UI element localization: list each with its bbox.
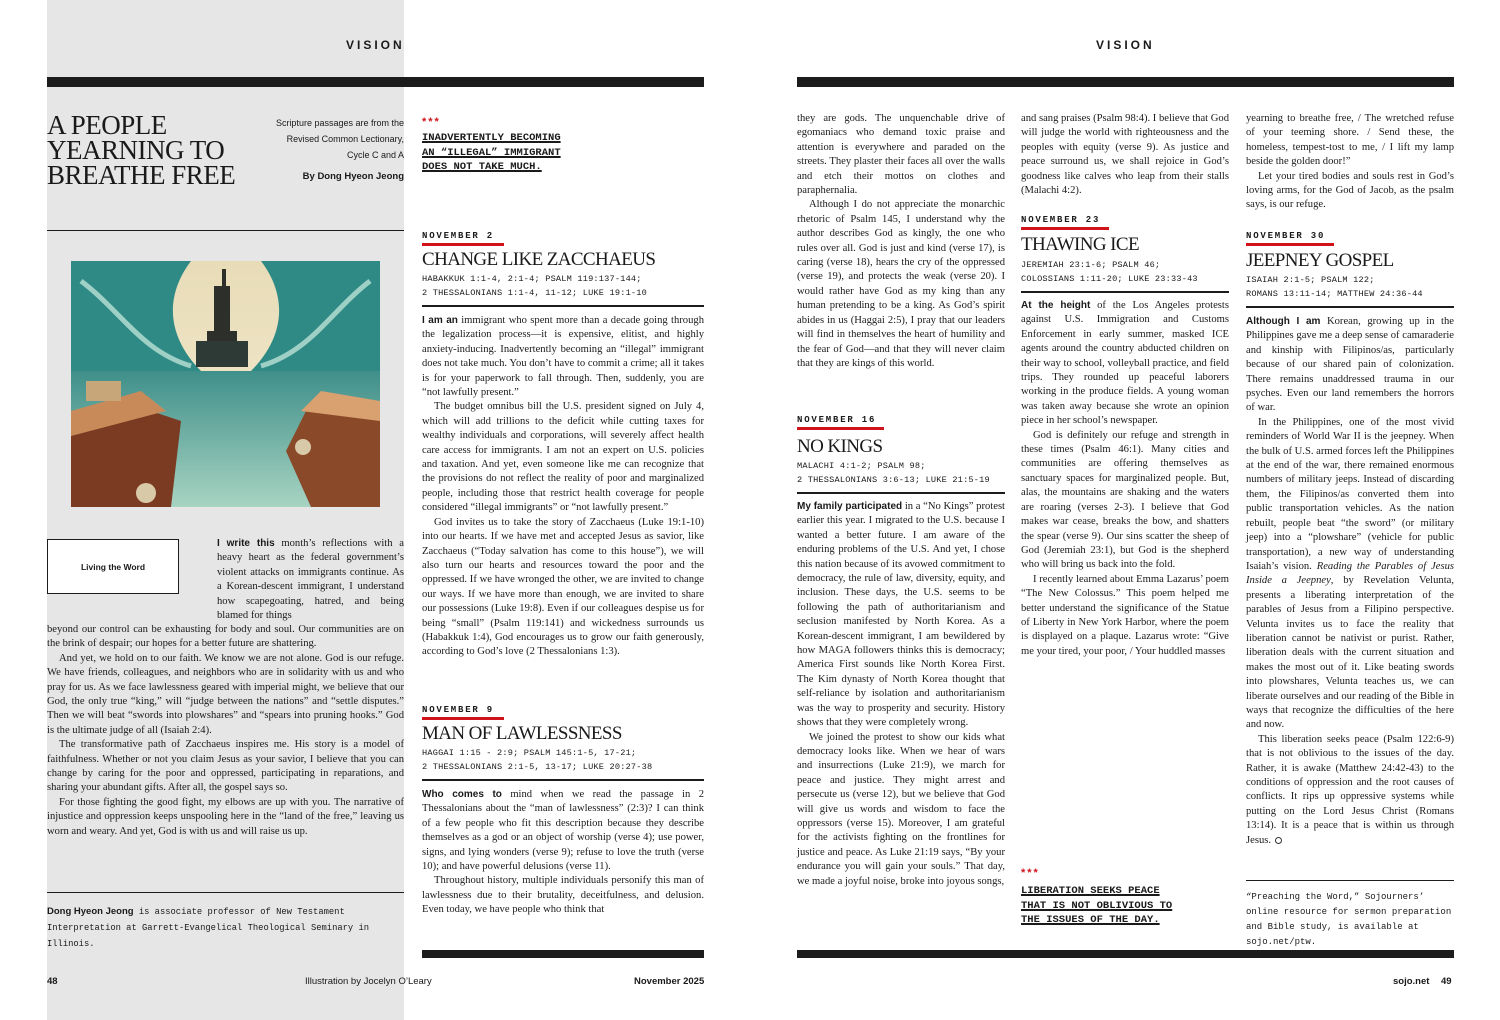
section-1-body: [422, 314, 704, 660]
issue-date: November 2025: [634, 976, 705, 987]
section-2-reading-line-2: 2 THESSALONIANS 2:1-5, 13-17; LUKE 20:27-38: [422, 762, 653, 772]
section-2-lead: Who comes to: [422, 789, 502, 800]
pullquote-2-line-3: THE ISSUES OF THE DAY.: [1021, 914, 1160, 926]
article-headline: A PEOPLE YEARNING TO BREATHE FREE: [47, 110, 236, 190]
intro-p3: The transformative path of Zacchaeus inspires me. His story is a model of faithfulness. Whether or not you claim Jesus as your savior, I believe that you can change by caring for the poor and oppressed, participating in reparations, and sharing your abundant gifts. After all, the gospel says so.: [47, 739, 404, 794]
section-2-rule: [422, 779, 704, 781]
section-5-p2: [1246, 416, 1454, 733]
section-5-p3: [1246, 733, 1454, 848]
section-4-rule: [1021, 291, 1229, 293]
section-1-p1: immigrant who spent more than a decade going through the legalization process—it is expensive, elitist, and highly anxiety-inducing. Inadvertently becoming an “illegal” immigrant does not take much. You don’t have to commit a crime; all it takes is for your paperwork to fall through. Then, suddenly, you are “not lawfully present.”: [422, 315, 704, 399]
section-4-date-underline: [1021, 227, 1109, 230]
section-5-lead: Although I am: [1246, 316, 1321, 327]
section-5-body: [1246, 315, 1454, 848]
section-2-p3: Although I do not appreciate the monarchic rhetoric of Psalm 145, I understand why the author describes God as kingly, the one who rules over all. God is just and kind (verse 17), is caring (verse 18), hears the cry of the oppressed (verse 19), and protects the weak (verse 20). I would rather have God as my king than any human pretending to be a king. As God’s spirit abides in us (Haggai 2:5), I pray that our leaders will find in themselves the heart of humility and the fear of God—and that they will never claim that they are kings of this world.: [797, 199, 1005, 369]
author-bio: [47, 904, 404, 952]
section-2-date: NOVEMBER 9: [422, 705, 495, 715]
pullquote-1-line-2: AN “ILLEGAL” IMMIGRANT: [422, 146, 561, 159]
section-5-date-underline: [1246, 243, 1334, 246]
pullquote-2-line-1: LIBERATION SEEKS PEACE: [1021, 885, 1160, 897]
section-5-p3-text: This liberation seeks peace (Psalm 122:6-9) that is not oblivious to the issues of the day. Rather, it is awake (Matthew 24:42-43) to the conditions of oppression and the root causes of conflicts. It rips up oppressive systems while putting on the Lord Jesus Christ (Romans 13:14). It is a peace that is within us through Jesus.: [1246, 733, 1454, 846]
column-name-box: Living the Word: [47, 539, 179, 594]
section-3-p2-part2: and sang praises (Psalm 98:4). I believe that God will judge the world with righteousness and the peoples with equity (verse 9). As justice and peace surround us, we shall rejoice in God’s goodness like calves who leap from their stalls (Malachi 4:2).: [1021, 113, 1230, 197]
section-4-p4: Let your tired bodies and souls rest in God’s loving arms, for the God of Jacob, as the psalm says, is our refuge.: [1246, 170, 1454, 211]
intro-paragraph-upper: [217, 537, 404, 623]
section-5-reading-line-2: ROMANS 13:11-14; MATTHEW 24:36-44: [1246, 289, 1423, 299]
section-2-p2-part2: they are gods. The unquenchable drive of egomaniacs who demand toxic praise and attention is everywhere and paraded on the streets. They plaster their faces all over the walls and etch their mottos on clothes and paraphernalia.: [797, 113, 1005, 197]
section-3-readings: [797, 459, 1005, 487]
section-5-p2-end: , by Revelation Velunta, presents a liberating interpretation of the parables of Jesus from a Filipino perspective. Velunta invites us to face the reality that liberation cannot be nativist or purist. Rather, liberation deals with the current situation and makes the most out of it. Like beating swords into plowshares, Velunta teaches us, we can liberate ourselves and our reading of the Bible in ways that recognize the difficulties of the here and now.: [1246, 575, 1454, 731]
scripture-note: Scripture passages are from the Revised Common Lectionary, Cycle C and A: [275, 118, 404, 160]
pullquote-2-stars: ***: [1021, 867, 1040, 879]
end-mark-icon: [1275, 837, 1282, 844]
section-1-p3: God invites us to take the story of Zacchaeus (Luke 19:1-10) into our hearts. If we have met and accepted Jesus as savior, like Zacchaeus (“Today salvation has come to this house”), we will also turn our hearts and resources toward the poor and the oppressed. If we have wronged the other, we are invited to change our ways. If we have more than enough, we are invited to share our possessions (Luke 19:8). Even if our colleagues despise us for being “small” (Psalm 119:141) and wickedness surrounds us (Habakkuk 1:4), God encourages us to grow our faith generously, according to God’s love (2 Thessalonians 1:3).: [422, 516, 704, 658]
pullquote-1-line-1: INADVERTENTLY BECOMING: [422, 132, 561, 144]
section-4-p1: of the Los Angeles protests against U.S. Immigration and Customs Enforcement in early summer, masked ICE agents around the country abducted children on their way to school, volleyball practice, and field trips. They rounded up peaceful laborers working in the produce fields. A young woman was taken away because she wrote an opinion piece in her school’s newspaper.: [1021, 300, 1229, 427]
book-title: Reading the Parables of Jesus Inside a Jeepney: [1246, 560, 1454, 587]
illustration-credit: Illustration by Jocelyn O’Leary: [305, 976, 432, 987]
section-2-p2-part1: Throughout history, multiple individuals personify this man of lawlessness due to their brutality, deceitfulness, and delusion. Even today, we have people who think that: [422, 875, 704, 916]
section-5-title: JEEPNEY GOSPEL: [1246, 250, 1394, 271]
page-number-left: 48: [47, 976, 58, 987]
intro-p4: For those fighting the good fight, my elbows are up with you. The narrative of injustice and oppression keeps unspooling here in the “land of the free,” leaving us worn and weary. And yet, God is with us and will raise us up.: [47, 796, 404, 837]
section-3-body-part1: [797, 500, 1005, 889]
section-1-date: NOVEMBER 2: [422, 231, 495, 241]
intro-p1-part1: month’s reflections with a heavy heart as the federal government’s violent attacks on immigrants continue. As a Korean-descent immigrant, I understand how scapegoating, hatred, and being blamed for things: [217, 538, 404, 622]
section-2-body-part1: [422, 788, 704, 918]
section-4-reading-line-2: COLOSSIANS 1:11-20; LUKE 23:33-43: [1021, 274, 1198, 284]
section-3-reading-line-2: 2 THESSALONIANS 3:6-13; LUKE 21:5-19: [797, 475, 990, 485]
section-2-title: MAN OF LAWLESSNESS: [422, 723, 622, 744]
section-5-reading-line-1: ISAIAH 2:1-5; PSALM 122;: [1246, 275, 1375, 285]
section-1-reading-line-2: 2 THESSALONIANS 1:1-4, 11-12; LUKE 19:1-10: [422, 288, 647, 298]
pullquote-2-line-2: THAT IS NOT OBLIVIOUS TO: [1021, 899, 1173, 912]
section-1-rule: [422, 305, 704, 307]
section-4-readings: [1021, 258, 1229, 286]
section-3-p2-part1: We joined the protest to show our kids what democracy looks like. When we hear of wars and insurrections (Luke 21:9), we march for peace and justice. They might arrest and persecute us (verse 12), but we believe that God will give us words and wisdom to face the oppressors (verse 15). Moreover, I am grateful for the activists fighting on the frontlines for justice and peace. As Luke 21:19 says, “By your endurance you will gain your souls.” That day, we made a joyful noise, broke into joyous songs,: [797, 731, 1005, 887]
section-1-reading-line-1: HABAKKUK 1:1-4, 2:1-4; PSALM 119:137-144;: [422, 274, 642, 284]
section-5-p2-start: In the Philippines, one of the most vivid reminders of World War II is the jeepney. When the bulk of U.S. armed forces left the Philippines at the end of the war, there remained enormous numbers of military jeeps. Instead of discarding them, the Filipinos/as converted them into public transportation vehicles. As the nation rebuilt, people beat “the sword” (or military jeep) into a “plowshare” (vehicle for public transportation), a new way of understanding Isaiah’s vision.: [1246, 416, 1454, 572]
pullquote-1: [422, 131, 622, 175]
section-1-p2: The budget omnibus bill the U.S. president signed on July 4, which will add trillions to the deficit while cutting taxes for wealthy individuals and corporations, will severely affect health care access for immigrants. I am not an expert on U.S. policies and taxation. And yet, even someone like me can recognize that the provisions do not reflect the reality of poor and marginalized people, including those that restrict health coverage for people considered “illegal immigrants” or “not lawfully present.”: [422, 401, 704, 514]
ptw-divider: [1246, 880, 1454, 881]
section-3-reading-line-1: MALACHI 4:1-2; PSALM 98;: [797, 461, 926, 471]
pullquote-1-stars: ***: [422, 116, 441, 128]
title-divider: [47, 230, 404, 231]
top-rule-right: [797, 77, 1454, 87]
section-3-title: NO KINGS: [797, 436, 883, 457]
preaching-the-word-note: “Preaching the Word,” Sojourners’ online resource for sermon preparation and Bible study, is available at sojo.net/ptw.: [1246, 892, 1452, 947]
website: sojo.net: [1393, 976, 1430, 987]
section-label-right: VISION: [1096, 38, 1155, 52]
bio-divider: [47, 892, 404, 893]
pullquote-2: [1021, 884, 1229, 928]
pullquote-1-line-3: DOES NOT TAKE MUCH.: [422, 161, 542, 173]
bottom-rule-left: [422, 950, 704, 958]
section-2-body-part2: [797, 112, 1005, 371]
section-4-body-part1: [1021, 299, 1229, 659]
section-5-p1: Korean, growing up in the Philippines gave me a deep sense of camaraderie and kinship with Filipinos/as, particularly because of our shared pain of colonization. There remains unaddressed trauma in our psyches. Even our land remembers the horrors of war.: [1246, 316, 1454, 414]
section-2-readings: [422, 746, 704, 774]
section-1-lead: I am an: [422, 315, 458, 326]
byline: By Dong Hyeon Jeong: [302, 171, 404, 182]
section-4-reading-line-1: JEREMIAH 23:1-6; PSALM 46;: [1021, 260, 1161, 270]
section-4-p2: God is definitely our refuge and strength in these times (Psalm 46:1). Many cities and communities are offering themselves as sanctuary spaces for marginalized people. But, alas, the mountains are shaking and the waters are roaring (verses 2-3). I believe that God makes war cease, breaks the bow, and shatters the spear (verse 9). Our sins scatter the sheep of God (Jeremiah 23:1), but God is the shepherd who will bring us back into the fold.: [1021, 429, 1229, 571]
section-3-lead: My family participated: [797, 501, 903, 512]
top-rule-left: [47, 77, 704, 87]
section-5-readings: [1246, 273, 1454, 301]
section-3-date: NOVEMBER 16: [797, 415, 877, 425]
bio-name: Dong Hyeon Jeong: [47, 906, 134, 917]
section-4-body-part2: [1246, 112, 1454, 213]
section-2-date-underline: [422, 717, 504, 720]
section-5-rule: [1246, 306, 1454, 308]
section-4-date: NOVEMBER 23: [1021, 215, 1101, 225]
section-2-reading-line-1: HAGGAI 1:15 - 2:9; PSALM 145:1-5, 17-21;: [422, 748, 637, 758]
intro-p1-part2: beyond our control can be exhausting for body and soul. Our communities are on the brink of despair; our hopes for a better future are shattering.: [47, 624, 404, 650]
section-2-p1: mind when we read the passage in 2 Thessalonians about the “man of lawlessness” (2:3)? I can think of a few people who fit this description because they describe themselves as a god or an object of worship (verse 4); use power, signs, and lying wonders (verse 9); refuse to love the truth (verse 10); and have powerful delusions (verse 11).: [422, 789, 704, 873]
bio-text: is associate professor of New Testament Interpretation at Garrett-Evangelical Theological Seminary in Illinois.: [47, 907, 370, 949]
section-3-body-part2: [1021, 112, 1229, 198]
section-1-title: CHANGE LIKE ZACCHAEUS: [422, 249, 656, 270]
statue-of-liberty-illustration: [71, 261, 380, 507]
section-3-rule: [797, 492, 1005, 494]
section-4-title: THAWING ICE: [1021, 234, 1139, 255]
section-1-date-underline: [422, 243, 504, 246]
intro-lead: I write this: [217, 538, 275, 549]
bottom-rule-right: [797, 950, 1454, 958]
section-4-p3-part1: I recently learned about Emma Lazarus’ poem “The New Colossus.” This poem helped me better understand the significance of the Statue of Liberty in New York Harbor, where the poem is displayed on a plaque. Lazarus wrote: “Give me your tired, your poor, / Your huddled masses: [1021, 573, 1229, 657]
section-5-date: NOVEMBER 30: [1246, 231, 1326, 241]
section-label-left: VISION: [346, 38, 405, 52]
intro-paragraphs: [47, 623, 404, 839]
section-1-readings: [422, 272, 704, 300]
intro-p2: And yet, we hold on to our faith. We know we are not alone. God is our refuge. We have friends, colleagues, and neighbors who are in solidarity with us and who pray for us. As we face lawlessness geared with imperial might, we believe that our God, the only true “king,” will “judge between the nations” and “settle disputes.” Then we will beat “swords into plowshares” and “spears into pruning hooks.” God is the ultimate judge of all (Isaiah 2:4).: [47, 652, 404, 736]
section-4-p3-part2: yearning to breathe free, / The wretched refuse of your teeming shore. / Send these, the homeless, tempest-tost to me, / I lift my lamp beside the golden door!”: [1246, 113, 1454, 168]
section-3-p1: in a “No Kings” protest earlier this year. I migrated to the U.S. because I wanted a better future. I am aware of the enduring problems of the U.S. And yet, I chose this nation because of its avowed commitment to democracy, the rule of law, diversity, equity, and inclusion. These days, the U.S. seems to be following the path of authoritarianism and seclusion manifested by North Korea. As a Korean-descent immigrant, I am bewildered by how MAGA followers thinks this is democracy; America First sounds like North Korea First. The Kim dynasty of North Korea thought that self-reliance by isolation and authoritarianism was the way to prosperity and security. History shows that they were completely wrong.: [797, 501, 1006, 729]
section-3-date-underline: [797, 427, 884, 430]
page-number-right: 49: [1441, 976, 1452, 987]
section-4-lead: At the height: [1021, 300, 1091, 311]
